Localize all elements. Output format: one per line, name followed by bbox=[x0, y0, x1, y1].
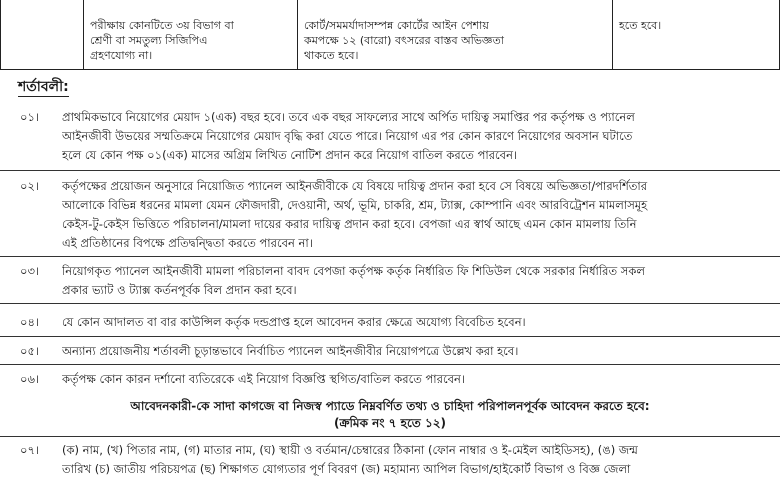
table-text: কোর্ট/সমমর্যাদাসম্পন্ন কোর্টের আইন পেশায় bbox=[304, 19, 489, 32]
table-text: গ্রহণযোগ্য না। bbox=[90, 49, 153, 62]
clause-number: ০২। bbox=[20, 179, 40, 193]
table-text: শ্রেণী বা সমতুল্য সিজিপিএ bbox=[90, 34, 208, 47]
clause-text: প্রাথমিকভাবে নিয়োগের মেয়াদ ১(এক) বছর হবে। তবে এক বছর সাফল্যের সাথে অর্পিত দায়িত্ব সমাপ্তির পর কর্তৃপক্ষ ও প্যানেল আইনজীবী উভয়ের সম্মতিক্রমে নিয়োগের মেয়াদ বৃদ্ধি করা যেতে পারে। নিয়োগ এর পর কোন কারণে নিয়োগের অবসান ঘটাতে হলে যে কোন পক্ষ ০১(এক) মাসের অগ্রিম লিখিত নোটিশ প্রদান করে নিয়োগ বাতিল করতে পারবেন। bbox=[62, 110, 635, 162]
clause-number: ০১। bbox=[20, 110, 40, 124]
table-text: থাকতে হবে। bbox=[304, 49, 359, 62]
clause-number: ০৫। bbox=[20, 344, 40, 358]
divider bbox=[0, 170, 780, 171]
divider bbox=[0, 364, 780, 365]
divider bbox=[0, 336, 780, 337]
divider bbox=[0, 436, 780, 437]
clause-number: ০৭। bbox=[20, 443, 40, 457]
clause-text: নিয়োগকৃত প্যানেল আইনজীবী মামলা পরিচালনা বাবদ বেপজা কর্তৃপক্ষ কর্তৃক নির্ধারিত ফি শিডিউল থেকে সরকার নির্ধারিত সকল প্রকার ভ্যাট ও ট্যাক্স কর্তনপূর্বক বিল প্রদান করা হবে। bbox=[62, 264, 645, 297]
clause-number: ০৬। bbox=[20, 372, 40, 386]
table-text: কমপক্ষে ১২ (বারো) বৎসরের বাস্তব অভিজ্ঞতা bbox=[304, 34, 504, 47]
table-cell-education bbox=[84, 0, 298, 69]
clause-text: কর্তৃপক্ষ কোন কারন দর্শানো ব্যতিরেকে এই নিয়োগ বিজ্ঞপ্তি স্থগিত/বাতিল করতে পারবেন। bbox=[62, 372, 465, 386]
conditions-heading: শর্তাবলী: bbox=[18, 79, 69, 95]
qualification-table-fragment bbox=[0, 0, 780, 70]
table-cell-other bbox=[613, 0, 780, 69]
divider bbox=[0, 303, 780, 304]
table-cell-experience bbox=[298, 0, 613, 69]
clause-text: (ক) নাম, (খ) পিতার নাম, (গ) মাতার নাম, (ঘ) স্থায়ী ও বর্তমান/চেম্বারের ঠিকানা (ফোন নাম্বার ও ই-মেইল আইডিসহ), (ঙ) জন্ম তারিখ (চ) জাতীয় পরিচয়পত্র (ছ) শিক্ষাগত যোগ্যতার পূর্ণ বিবরণ (জ) মহামান্য আপিল বিভাগ/হাইকোর্ট বিভাগ ও বিজ্ঞ জেলা bbox=[62, 443, 638, 476]
application-instruction: আবেদনকারী-কে সাদা কাগজে বা নিজস্ব প্যাডে নিম্নবর্ণিত তথ্য ও চাহিদা পরিপালনপূর্বক আবেদন করতে হবে: bbox=[130, 399, 650, 413]
clause-text: কর্তৃপক্ষের প্রয়োজন অনুসারে নিয়োজিত প্যানেল আইনজীবীকে যে বিষয়ে দায়িত্ব প্রদান করা হবে সে বিষয়ে অভিজ্ঞতা/পারদর্শিতার আলোকে বিভিন্ন ধরনের মামলা যেমন ফৌজদারী, দেওয়ানী, অর্থ, ভূমি, চাকরি, শ্রম, ট্যাক্স, কোম্পানি এবং আরবিট্রেশন মামলাসমূহ কেইস-টু-কেইস ভিত্তিতে পরিচালনা/মামলা দায়ের করার দায়িত্ব প্রদান করা হবে। বেপজা এর স্বার্থ আছে এমন কোন মামলায় তিনি এই প্রতিষ্ঠানের বিপক্ষে প্রতিদ্বন্দ্বিতা করতে পারবেন না। bbox=[62, 179, 648, 250]
table-text: পরীক্ষায় কোনটিতে ৩য় বিভাগ বা bbox=[90, 19, 234, 32]
table-cell-serial bbox=[1, 0, 84, 69]
table-text: হতে হবে। bbox=[619, 19, 662, 32]
divider bbox=[0, 256, 780, 257]
serial-range-note: (ক্রমিক নং ৭ হতে ১২) bbox=[333, 416, 447, 430]
clause-text: যে কোন আদালত বা বার কাউন্সিল কর্তৃক দন্ডপ্রাপ্ত হলে আবেদন করার ক্ষেত্রে অযোগ্য বিবেচিত হবেন। bbox=[62, 315, 526, 329]
clause-number: ০৪। bbox=[20, 315, 40, 329]
clause-number: ০৩। bbox=[20, 264, 40, 278]
clause-text: অন্যান্য প্রয়োজনীয় শর্তাবলী চূড়ান্তভাবে নির্বাচিত প্যানেল আইনজীবীর নিয়োগপত্রে উল্লেখ করা হবে। bbox=[62, 344, 519, 358]
